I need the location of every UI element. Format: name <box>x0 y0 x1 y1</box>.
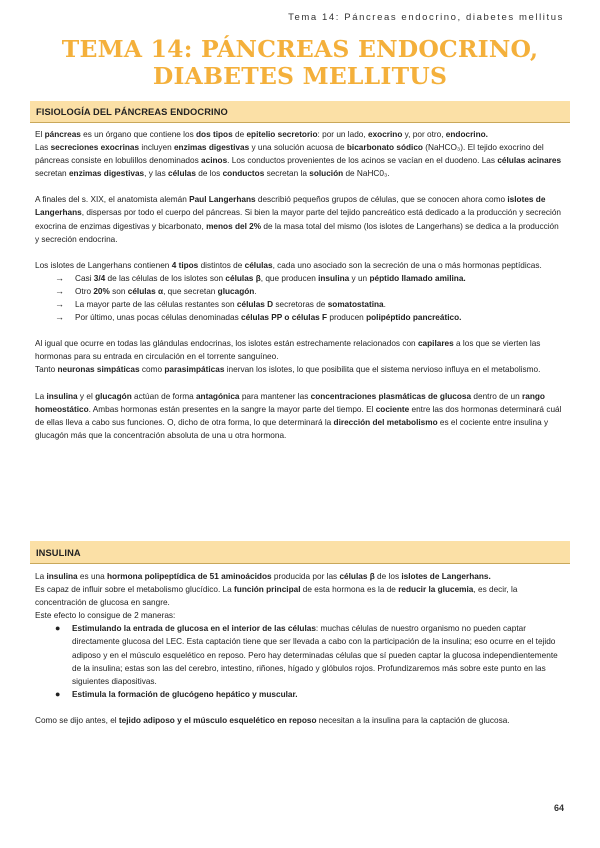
paragraph <box>35 128 563 141</box>
text: y un <box>349 273 370 283</box>
text: Este efecto lo consigue de 2 maneras: <box>35 611 176 621</box>
section-fisiologia-body <box>35 128 563 442</box>
text: . <box>383 300 386 310</box>
bold-text: menos del 2% <box>206 221 262 231</box>
text: de esta hormona es la de <box>300 585 399 595</box>
text: de los <box>195 169 223 179</box>
text: y, por otro, <box>402 130 446 139</box>
bullet-icon: ● <box>55 688 61 699</box>
bold-text: insulina <box>46 391 78 401</box>
list-item <box>35 272 563 285</box>
text: incluyen <box>139 143 174 153</box>
text: de la masa total del mismo (los islotes de Langerhans) se dedica a la producción y secreción endocrina. <box>35 221 559 244</box>
text: de <box>232 130 247 139</box>
bold-text: exocrino <box>367 130 403 139</box>
text: . Los conductos provenientes de los acinos se vacían en el duodeno. Las <box>227 156 498 166</box>
paragraph <box>35 583 563 609</box>
page-title-line2: DIABETES MELLITUS <box>152 62 448 90</box>
bold-text: páncreas <box>44 130 81 139</box>
text: secretan la <box>264 169 310 179</box>
paragraph <box>35 570 563 583</box>
text: para mantener las <box>239 391 311 401</box>
list-item <box>35 285 563 298</box>
list-item <box>35 311 563 324</box>
paragraph <box>35 609 563 622</box>
text: La mayor parte de las células restantes son <box>75 300 237 310</box>
bold-text: Paul Langerhans <box>189 195 256 205</box>
bold-text: enzimas digestivas <box>68 169 145 179</box>
text: de las células de los islotes son <box>105 273 226 283</box>
bold-text: hormona polipeptídica de 51 aminoácidos <box>107 572 272 581</box>
text: de NaHC0₃. <box>343 169 390 179</box>
bold-text: neuronas simpáticas <box>57 365 140 375</box>
bold-text: células α <box>127 286 164 296</box>
bold-text: polipéptido pancreático. <box>366 313 462 323</box>
section-insulina-body <box>35 570 563 727</box>
text: , es decir, la concentración de glucosa en sangre. <box>35 585 518 608</box>
text: como <box>139 365 165 375</box>
text: producen <box>327 313 367 323</box>
text: (NaHCO₃). El tejido exocrino del páncreas consiste en lobulillos denominados <box>35 143 544 166</box>
text: . <box>254 286 257 296</box>
text: , y las <box>144 169 168 179</box>
bold-text: acinos <box>201 156 228 166</box>
paragraph <box>35 714 563 727</box>
text: dentro de un <box>471 391 523 401</box>
bold-text: glucagón <box>95 391 132 401</box>
text: describió pequeños grupos de células, que se conocen ahora como <box>255 195 508 205</box>
text: actúan de forma <box>131 391 196 401</box>
text: inervan los islotes, lo que posibilita que el sistema nervioso influya en el metabolismo. <box>224 365 541 375</box>
paragraph <box>35 259 563 272</box>
bold-text: somatostatina <box>327 300 384 310</box>
text: , que producen <box>260 273 319 283</box>
text: , dispersas por todo el cuerpo del páncreas. Si bien la mayor parte del tejido pancreático está dedicado a la producción y secreción exocrina de enzimas digestivas y bicarbonato, <box>35 208 562 231</box>
text: Otro <box>75 286 94 296</box>
text: Es capaz de influir sobre el metabolismo glucídico. La <box>35 585 235 595</box>
text: Las <box>35 143 51 153</box>
arrow-icon: → <box>55 312 64 323</box>
text: es una <box>77 572 107 581</box>
text: A finales del s. XIX, el anatomista alemán <box>35 195 190 205</box>
arrow-icon: → <box>55 272 64 283</box>
text: Al igual que ocurre en todas las glándulas endocrinas, los islotes están estrechamente relacionados con <box>35 339 418 349</box>
bold-text: 4 tipos <box>171 260 199 270</box>
text: secretoras de <box>273 300 328 310</box>
bold-text: células PP o células F <box>241 313 328 323</box>
text: y una solución acuosa de <box>249 143 347 153</box>
bold-text: capilares <box>417 339 454 349</box>
bold-text: antagónica <box>195 391 240 401</box>
bold-text: dos tipos <box>196 130 233 139</box>
bold-text: células β <box>339 572 375 581</box>
text: a los que se vierten las hormonas para su entrada en circulación en el torrente sanguíneo. <box>35 339 541 362</box>
arrow-icon: → <box>55 299 64 310</box>
text: es un órgano que contiene los <box>80 130 197 139</box>
bold-text: glucagón <box>217 286 255 296</box>
bold-text: células β <box>225 273 261 283</box>
insulin-effects-list <box>35 622 563 701</box>
bold-text: cociente <box>375 404 410 414</box>
cell-types-list <box>35 272 563 324</box>
bold-text: islotes de Langerhans <box>35 195 546 218</box>
bold-text: rango homeostático <box>35 391 545 414</box>
bold-text: Estimulando la entrada de glucosa en el interior de las células <box>72 624 316 634</box>
bullet-icon: ● <box>55 623 61 634</box>
bold-text: conductos <box>222 169 265 179</box>
bold-text: 20% <box>93 286 110 296</box>
bold-text: endocrino. <box>445 130 488 139</box>
text: secretan <box>35 169 69 179</box>
text: : muchas células de nuestro organismo no pueden captar directamente glucosa del LEC. Esta captación tiene que ser llevada a cabo con la participación de la insulina; eso ocurre en el tejido adiposo y en el músculo esquelético en reposo. Pero hay determinadas células que sí pueden captar la glucosa independientemente de la insulina; estas son las del cerebro, intestino, riñones, hígado y glóbulos rojos. Profundizaremos más sobre este punto en las siguientes diapositivas. <box>72 624 558 686</box>
text: Como se dijo antes, el <box>35 715 119 725</box>
page-number: 64 <box>553 803 564 813</box>
bold-text: islotes de Langerhans. <box>401 572 491 581</box>
text: Tanto <box>35 365 58 375</box>
bold-text: insulina <box>318 273 350 283</box>
text: : por un lado, <box>317 130 368 139</box>
bold-text: tejido adiposo y el músculo esquelético en reposo <box>118 715 317 725</box>
bold-text: concentraciones plasmáticas de glucosa <box>310 391 472 401</box>
page-title-line1: TEMA 14: PÁNCREAS ENDOCRINO, <box>61 35 539 63</box>
text: es el cociente entre insulina y glucagón más que la concentración absoluta de una u otra hormona. <box>35 417 549 440</box>
text: Casi <box>75 273 94 283</box>
text: El <box>35 130 45 139</box>
paragraph <box>35 337 563 363</box>
bold-text: parasimpáticas <box>164 365 225 375</box>
bold-text: secreciones exocrinas <box>50 143 140 153</box>
text: , que secretan <box>163 286 218 296</box>
text: La <box>35 391 47 401</box>
bold-text: células acinares <box>497 156 562 166</box>
bold-text: enzimas digestivas <box>173 143 250 153</box>
section-heading-fisiologia: FISIOLOGÍA DEL PÁNCREAS ENDOCRINO <box>30 101 570 123</box>
bold-text: función principal <box>234 585 301 595</box>
bold-text: reducir la glucemia <box>398 585 474 595</box>
text: La <box>35 572 47 581</box>
text: , cada uno asociado son la secreción de una o más hormonas peptídicas. <box>272 260 542 270</box>
text: producida por las <box>271 572 340 581</box>
bold-text: 3/4 <box>93 273 106 283</box>
bold-text: insulina <box>46 572 78 581</box>
running-header: Tema 14: Páncreas endocrino, diabetes mellitus <box>288 12 564 23</box>
arrow-icon: → <box>55 285 64 296</box>
text: entre las dos hormonas determinará cuál de ellas lleva a cabo sus funciones. O, dicho de otra forma, lo que determinará la <box>35 404 562 427</box>
bold-text: bicarbonato sódico <box>346 143 423 153</box>
section-heading-insulina: INSULINA <box>30 541 570 564</box>
page-title <box>30 36 570 90</box>
bold-text: células <box>244 260 273 270</box>
text: necesitan a la insulina para la captación de glucosa. <box>316 715 510 725</box>
list-item <box>35 622 563 687</box>
bold-text: solución <box>309 169 344 179</box>
bold-text: dirección del metabolismo <box>333 417 438 427</box>
text: Los islotes de Langerhans contienen <box>35 260 172 270</box>
list-item <box>35 688 563 701</box>
bold-text: Estimula la formación de glucógeno hepático y muscular. <box>72 689 298 699</box>
paragraph <box>35 193 563 245</box>
bold-text: péptido llamado amilina. <box>369 273 466 283</box>
text: . Ambas hormonas están presentes en la sangre la mayor parte del tiempo. El <box>88 404 376 414</box>
text: y el <box>77 391 96 401</box>
paragraph <box>35 141 563 180</box>
list-item <box>35 298 563 311</box>
text: Por último, unas pocas células denominadas <box>75 313 242 323</box>
bold-text: epitelio secretorio <box>246 130 318 139</box>
text: de los <box>374 572 402 581</box>
paragraph <box>35 363 563 376</box>
bold-text: células D <box>236 300 274 310</box>
text: distintos de <box>198 260 245 270</box>
bold-text: células <box>167 169 196 179</box>
text: son <box>109 286 128 296</box>
paragraph <box>35 390 563 442</box>
